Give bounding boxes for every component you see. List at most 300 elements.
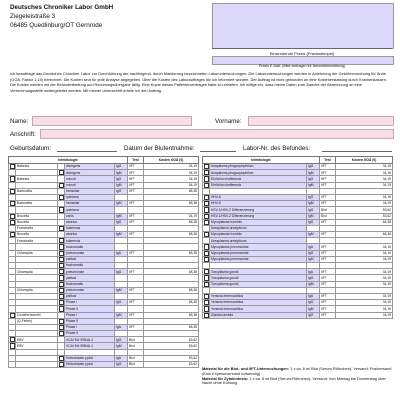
test-method: IIFT: [320, 256, 336, 262]
ig-class: IgM: [307, 182, 320, 188]
test-name: Yersinia enterocolitica: [210, 293, 307, 299]
test-name: psittaci: [65, 256, 115, 262]
test-method: Blot: [320, 207, 336, 213]
pathogen-name: Chlamydia: [16, 287, 58, 293]
test-name: pneumoniae: [65, 250, 115, 256]
consent-text: Ich beauftrage das Deutsches Chroniker Labor zur Durchführung der nachfolgend, durch Markierung bezeichneten Laboruntersuchungen. Die Laboruntersuchungen werden in Anlehnung der Gebührenordnung für Ärzte (GOÄ, Faktor 1,15) berechnet. Die Kosten sind für jede Analyse angegeben. Über die Kosten des Laborauftrages bin ich informiert worden. Der Auftrag ist nicht gebunden an eine Kostenerstattung durch Krankenkassen. Die Kosten werden mit der Befundmitteilung und Rechnungsübergabe fällig. Eine Kopie dieses Patientenvertrages habe ich erhalten. Ich willige ein, dass meine Daten zum Zwecke der Abrechnung an eine Verrechnungsstelle weitergeleitet werden. Mit meiner Unterschrift erteile ich den Auftrag.: [10, 71, 387, 93]
test-checkbox[interactable]: [204, 220, 209, 225]
ig-class: IgG: [115, 337, 128, 343]
checkbox-cell: [58, 318, 65, 324]
checkbox-cell: [58, 300, 65, 306]
table-header-row: [9, 157, 199, 164]
test-price: 34,19: [336, 194, 393, 200]
test-price: 34,19: [336, 164, 393, 170]
test-checkbox[interactable]: [10, 313, 15, 318]
test-price: 34,19: [336, 312, 393, 318]
checkbox-cell: [203, 244, 210, 250]
checkbox-cell: [9, 337, 16, 343]
material-title: Material für die Blot- und IIFT-Untersuchungen:: [202, 366, 290, 371]
test-name: Helicobacter pylori: [65, 362, 115, 368]
test-name: Ureaplasma urealyticum: [210, 225, 307, 231]
checkbox-cell: [9, 188, 16, 194]
checkbox-cell: [203, 306, 210, 312]
labor-nr-label: Labor-Nr. des Befundes:: [243, 145, 311, 152]
test-checkbox[interactable]: [204, 201, 209, 206]
test-price: 34,19: [336, 250, 393, 256]
test-checkbox[interactable]: [59, 257, 64, 262]
ig-class: IgM: [115, 201, 128, 207]
checkbox-cell: [58, 293, 65, 299]
test-price: 68,38: [144, 232, 199, 238]
checkbox-cell: [203, 293, 210, 299]
checkbox-cell: [9, 362, 16, 368]
material-info: [202, 367, 392, 386]
test-method: IIFT: [128, 324, 144, 330]
test-name: HSV-1/HSV-2 Differenzierung: [210, 213, 307, 219]
test-name: divergens: [65, 170, 115, 176]
test-checkbox[interactable]: [59, 294, 64, 299]
test-name: HHV-6: [210, 201, 307, 207]
test-method: Blot: [128, 337, 144, 343]
test-method: IIFT: [320, 300, 336, 306]
test-name: Mycoplasma pneumoniae: [210, 250, 307, 256]
ig-class: IgA: [307, 293, 320, 299]
test-method: IIFT: [320, 219, 336, 225]
test-name: canis: [65, 213, 115, 219]
checkbox-cell: [58, 269, 65, 275]
ig-class: IgG: [307, 164, 320, 170]
checkbox-cell: [203, 312, 210, 318]
test-method: IIFT: [320, 164, 336, 170]
test-name: Mycoplasma pneumoniae: [210, 244, 307, 250]
pathogen-name: Brucella: [16, 219, 58, 225]
ig-class: IgG: [307, 194, 320, 200]
test-checkbox[interactable]: [59, 238, 64, 243]
test-method: Blot: [128, 362, 144, 368]
test-price: 34,19: [144, 164, 199, 170]
blutentnahme-label: Datum der Blutentnahme:: [124, 145, 195, 152]
checkbox-cell: [203, 275, 210, 281]
test-checkbox[interactable]: [59, 300, 64, 305]
test-method: IIFT: [320, 312, 336, 318]
test-name: Anaplasma phagocytophilum: [210, 170, 307, 176]
test-checkbox[interactable]: [59, 356, 64, 361]
checkbox-cell: [203, 201, 210, 207]
test-checkbox[interactable]: [204, 313, 209, 318]
test-checkbox[interactable]: [204, 195, 209, 200]
header-kosten: Kosten GOÄ (€): [144, 157, 199, 164]
test-price: 68,38: [144, 300, 199, 306]
test-name: quintana: [65, 207, 115, 213]
name-field[interactable]: [32, 116, 192, 126]
test-checkbox[interactable]: [59, 170, 64, 175]
ig-class: IgM: [115, 312, 128, 318]
test-method: IIFT: [320, 269, 336, 275]
test-checkbox[interactable]: [59, 282, 64, 287]
test-method: IIFT: [128, 219, 144, 225]
checkbox-cell: [58, 287, 65, 293]
test-price: 34,19: [144, 213, 199, 219]
test-method: IIFT: [320, 170, 336, 176]
ig-class: IgG: [307, 312, 320, 318]
checkbox-cell: [58, 250, 65, 256]
checkbox-cell: [203, 300, 210, 306]
test-checkbox[interactable]: [204, 207, 209, 212]
stamp-divider: [212, 48, 392, 49]
checkbox-cell: [203, 213, 210, 219]
test-method: IIFT: [128, 269, 144, 275]
test-name: tularensis: [65, 225, 115, 231]
pathogen-name: Chlamydia: [16, 269, 58, 275]
checkbox-cell: [203, 194, 210, 200]
test-price: 68,38: [144, 324, 199, 330]
test-checkbox[interactable]: [59, 306, 64, 311]
test-price: 34,19: [144, 182, 199, 188]
test-name: psittaci: [65, 293, 115, 299]
test-checkbox[interactable]: [204, 170, 209, 175]
test-checkbox[interactable]: [10, 220, 15, 225]
pathogen-name: Babesia: [16, 176, 58, 182]
test-checkbox[interactable]: [204, 282, 209, 287]
ig-class: IgA: [115, 355, 128, 361]
checkbox-cell: [203, 256, 210, 262]
checkbox-cell: [203, 176, 210, 182]
ig-class: IgM: [307, 281, 320, 287]
material-title2: Material für Zytokintests:: [202, 375, 249, 381]
test-checkbox[interactable]: [59, 207, 64, 212]
pathogen-name: (Q-Fieber): [16, 318, 58, 324]
test-method: IIFT: [320, 201, 336, 207]
test-checkbox[interactable]: [204, 176, 209, 181]
test-name: divergens: [65, 164, 115, 170]
test-name: microti: [65, 182, 115, 188]
ig-class: IgM: [115, 343, 128, 349]
ig-class: IgM: [115, 287, 128, 293]
ig-class: IgA: [307, 269, 320, 275]
test-price: 53,62: [144, 355, 199, 361]
test-method: IIFT: [320, 293, 336, 299]
test-price: 34,19: [336, 293, 393, 299]
test-method: IIFT: [128, 213, 144, 219]
test-checkbox[interactable]: [59, 263, 64, 268]
anschrift-field[interactable]: [40, 129, 394, 139]
header-infektiologie: Infektiologie: [203, 157, 320, 164]
name-label: Name:: [10, 118, 29, 125]
test-method: IIFT: [320, 232, 336, 238]
test-checkbox[interactable]: [59, 331, 64, 336]
checkbox-cell: [58, 207, 65, 213]
test-price: 34,19: [336, 170, 393, 176]
test-price: 34,19: [144, 176, 199, 182]
material-line1: 1 x ca. 6 ml Blut (Serum-Röhrchen), Versand: Postversand (Kein Expressversand notwendig): [202, 366, 392, 376]
test-price: 34,19: [336, 281, 393, 287]
ig-class: IgM: [307, 201, 320, 207]
test-checkbox[interactable]: [204, 183, 209, 188]
test-name: VCA+EA+EBNA-1: [65, 337, 115, 343]
test-price: 68,38: [144, 312, 199, 318]
test-checkbox[interactable]: [10, 189, 15, 194]
checkbox-cell: [9, 164, 16, 170]
geburtsdatum-label: Geburtsdatum:: [10, 145, 51, 152]
test-price: 34,19: [336, 256, 393, 262]
header-test: Test: [128, 157, 144, 164]
pathogen-name: Chlamydia: [16, 250, 58, 256]
ig-class: IgG: [115, 176, 128, 182]
test-name: quintana: [65, 194, 115, 200]
ig-class: IgG: [307, 176, 320, 182]
test-checkbox[interactable]: [204, 244, 209, 249]
test-checkbox[interactable]: [59, 183, 64, 188]
test-checkbox[interactable]: [59, 362, 64, 367]
test-checkbox[interactable]: [59, 251, 64, 256]
test-checkbox[interactable]: [59, 319, 64, 324]
lab-city: 06485 Quedlinburg/OT Gernrode: [10, 22, 103, 29]
test-method: IIFT: [128, 170, 144, 176]
checkbox-cell: [9, 232, 16, 238]
pathogen-name: Francisella: [16, 238, 58, 244]
checkbox-cell: [9, 312, 16, 318]
checkbox-cell: [58, 238, 65, 244]
test-method: IIFT: [128, 232, 144, 238]
test-method: IIFT: [128, 176, 144, 182]
test-name: Phase I: [65, 300, 115, 306]
ig-class: IgM: [115, 213, 128, 219]
lab-name: Deutsches Chroniker Labor GmbH: [10, 4, 114, 11]
test-method: IIFT: [128, 287, 144, 293]
test-name: VCA+EA+EBNA-1: [65, 343, 115, 349]
test-checkbox[interactable]: [204, 251, 209, 256]
test-checkbox[interactable]: [10, 232, 15, 237]
test-method: IIFT: [320, 176, 336, 182]
ig-class: IgG: [307, 275, 320, 281]
checkbox-cell: [58, 275, 65, 281]
ig-class: IgG: [115, 269, 128, 275]
test-checkbox[interactable]: [59, 195, 64, 200]
ig-class: IgA: [115, 324, 128, 330]
test-name: trachomatis: [65, 244, 115, 250]
test-name: tularensis: [65, 238, 115, 244]
test-checkbox[interactable]: [10, 201, 15, 206]
test-price: 68,38: [144, 201, 199, 207]
ig-class: IgA: [307, 244, 320, 250]
checkbox-cell: [58, 362, 65, 368]
test-method: IIFT: [128, 182, 144, 188]
checkbox-cell: [58, 355, 65, 361]
test-checkbox[interactable]: [204, 214, 209, 219]
ig-class: IgM: [115, 182, 128, 188]
test-name: HSV-1/HSV-2 Differenzierung: [210, 207, 307, 213]
test-checkbox[interactable]: [204, 269, 209, 274]
test-name: Toxoplasma gondii: [210, 281, 307, 287]
test-checkbox[interactable]: [10, 337, 15, 342]
test-checkbox[interactable]: [204, 300, 209, 305]
checkbox-cell: [203, 250, 210, 256]
email-label: Praxis E-Mail: (Bitte eintragen für Befundübermittlung): [258, 64, 346, 68]
test-method: IIFT: [128, 312, 144, 318]
test-price: 68,38: [336, 232, 393, 238]
checkbox-cell: [203, 164, 210, 170]
test-method: IIFT: [320, 194, 336, 200]
ig-class: IgG: [115, 362, 128, 368]
test-price: 34,19: [336, 275, 393, 281]
practice-stamp-box[interactable]: [212, 3, 394, 49]
material-line2: 1 x ca. 8 ml Blut (Serum-Röhrchen), Versand: Von Montag bis Donnerstag über Nacht ohne Kühlung: [202, 375, 386, 386]
test-name: Yersinia enterocolitica: [210, 300, 307, 306]
test-price: 53,62: [144, 362, 199, 368]
test-name: Anaplasma phagocytophilum: [210, 164, 307, 170]
table-row: [203, 312, 393, 318]
test-name: trachomatis: [65, 263, 115, 269]
test-checkbox[interactable]: [10, 214, 15, 219]
test-price: 34,19: [336, 306, 393, 312]
test-checkbox[interactable]: [204, 294, 209, 299]
pathogen-name: Bartonella: [16, 188, 58, 194]
table-row: [9, 362, 199, 368]
test-checkbox[interactable]: [204, 257, 209, 262]
test-method: IIFT: [320, 275, 336, 281]
ig-class: IgG: [115, 188, 128, 194]
ig-class: IgA: [115, 250, 128, 256]
test-name: abortus: [65, 219, 115, 225]
test-method: IIFT: [320, 182, 336, 188]
test-name: Ehrlichia chaffeensis: [210, 176, 307, 182]
test-name: psittaci: [65, 275, 115, 281]
header-infektiologie: Infektiologie: [9, 157, 128, 164]
test-method: Blot: [128, 343, 144, 349]
lab-address: [10, 3, 113, 30]
checkbox-cell: [58, 324, 65, 330]
test-method: IIFT: [320, 281, 336, 287]
checkbox-cell: [203, 269, 210, 275]
test-name: pneumoniae: [65, 287, 115, 293]
pathogen-name: Coxiella burnetii: [16, 312, 58, 318]
checkbox-cell: [58, 225, 65, 231]
header-test: Test: [320, 157, 336, 164]
test-name: Mycoplasma hominis: [210, 232, 307, 238]
ig-class: IgG: [115, 300, 128, 306]
pathogen-name: [16, 362, 58, 368]
test-name: Phase II: [65, 318, 115, 324]
checkbox-cell: [58, 256, 65, 262]
test-name: Toxoplasma gondii: [210, 275, 307, 281]
test-name: henselae: [65, 201, 115, 207]
test-checkbox[interactable]: [10, 176, 15, 181]
test-method: IIFT: [320, 250, 336, 256]
checkbox-cell: [203, 182, 210, 188]
test-method: Blot: [128, 355, 144, 361]
test-checkbox[interactable]: [10, 343, 15, 348]
left-test-table: [8, 156, 199, 368]
test-name: trachomatis: [65, 281, 115, 287]
header-kosten: Kosten GOÄ (€): [336, 157, 393, 164]
lab-street: Ziegeleistraße 3: [10, 13, 56, 20]
pathogen-name: Babesia: [16, 164, 58, 170]
pathogen-name: Brucella: [16, 232, 58, 238]
geburtsdatum-field[interactable]: [57, 145, 117, 152]
ig-class: IgG: [115, 219, 128, 225]
checkbox-cell: [58, 244, 65, 250]
blutentnahme-field[interactable]: [200, 145, 236, 152]
test-checkbox[interactable]: [204, 275, 209, 280]
test-price: 53,62: [336, 213, 393, 219]
test-checkbox[interactable]: [59, 226, 64, 231]
test-price: 34,19: [336, 244, 393, 250]
checkbox-cell: [9, 343, 16, 349]
labor-nr-field[interactable]: [322, 145, 392, 152]
pathogen-name: Bartonella: [16, 201, 58, 207]
test-price: 68,38: [144, 269, 199, 275]
test-checkbox[interactable]: [204, 306, 209, 311]
test-price: 68,38: [144, 188, 199, 194]
test-checkbox[interactable]: [59, 244, 64, 249]
test-name: abortus: [65, 232, 115, 238]
test-checkbox[interactable]: [59, 288, 64, 293]
ig-class: IgM: [307, 306, 320, 312]
test-price: 34,19: [144, 170, 199, 176]
right-test-table: [202, 156, 393, 319]
test-name: Toxoplasma gondii: [210, 269, 307, 275]
ig-class: IgG: [115, 164, 128, 170]
test-price: 68,38: [336, 219, 393, 225]
test-price: 34,19: [336, 201, 393, 207]
ig-class: IgM: [115, 232, 128, 238]
anschrift-label: Anschrift:: [10, 131, 36, 138]
vorname-label: Vorname:: [215, 118, 242, 125]
test-name: Ehrlichia chaffeensis: [210, 182, 307, 188]
test-checkbox[interactable]: [59, 275, 64, 280]
pathogen-name: EBV: [16, 343, 58, 349]
test-checkbox[interactable]: [10, 164, 15, 169]
test-checkbox[interactable]: [204, 164, 209, 169]
test-checkbox[interactable]: [59, 269, 64, 274]
ig-class: IgM: [115, 170, 128, 176]
ig-class: IgM: [307, 232, 320, 238]
test-method: IIFT: [128, 188, 144, 194]
test-name: Helicobacter pylori: [65, 355, 115, 361]
test-price: 53,62: [144, 343, 199, 349]
checkbox-cell: [58, 281, 65, 287]
checkbox-cell: [9, 201, 16, 207]
test-name: HHV-6: [210, 194, 307, 200]
ig-class: IgM: [307, 213, 320, 219]
checkbox-cell: [203, 281, 210, 287]
stamp-label: Einsendende Praxis (Praxisstempel): [269, 51, 335, 56]
checkbox-cell: [58, 263, 65, 269]
test-price: 34,19: [336, 269, 393, 275]
test-method: IIFT: [128, 164, 144, 170]
test-method: IIFT: [128, 250, 144, 256]
test-method: IIFT: [128, 300, 144, 306]
ig-class: IgG: [307, 219, 320, 225]
checkbox-cell: [203, 232, 210, 238]
test-price: 68,38: [144, 250, 199, 256]
test-price: 53,62: [336, 207, 393, 213]
test-price: 34,19: [336, 176, 393, 182]
vorname-field[interactable]: [248, 116, 394, 126]
test-name: Ureaplasma urealyticum: [210, 238, 307, 244]
pathogen-name: EBV: [16, 337, 58, 343]
test-price: 68,38: [144, 287, 199, 293]
test-name: Giardia lamblia: [210, 312, 307, 318]
checkbox-cell: [58, 194, 65, 200]
test-name: Phase I: [65, 312, 115, 318]
test-price: 34,19: [336, 182, 393, 188]
test-name: Phase II: [65, 331, 115, 337]
test-checkbox[interactable]: [59, 325, 64, 330]
test-checkbox[interactable]: [204, 232, 209, 237]
test-name: Yersinia enterocolitica: [210, 306, 307, 312]
test-name: pneumoniae: [65, 269, 115, 275]
